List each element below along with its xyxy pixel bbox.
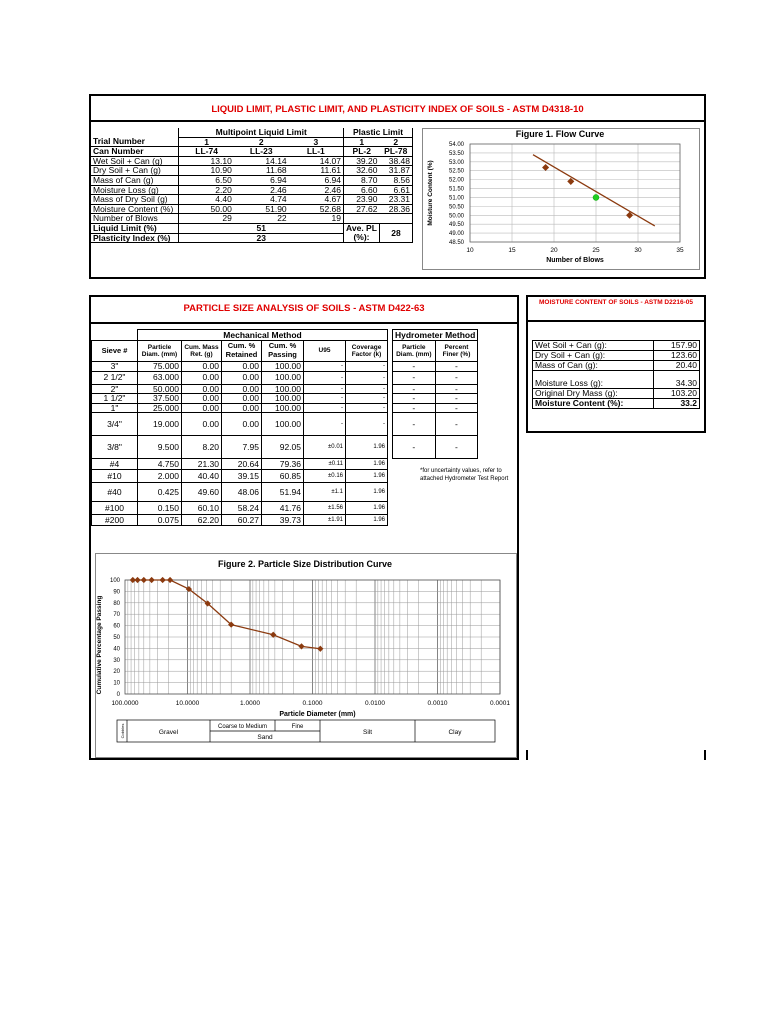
x-tick-label: 25 <box>592 247 600 254</box>
clay-label: Clay <box>448 729 462 736</box>
sieve-cell: 1.96 <box>346 459 388 470</box>
moisture-row <box>533 371 700 389</box>
row-value: 1 <box>344 137 380 147</box>
x-tick-label: 1.0000 <box>240 700 260 707</box>
sieve-cell: 2" <box>92 384 138 394</box>
sieve-cell: 100.00 <box>262 384 304 394</box>
sieve-cell: - <box>435 403 478 413</box>
row-value: 6.50 <box>179 175 234 185</box>
moisture-value: 34.30 <box>654 371 700 389</box>
row-value: 8.56 <box>379 175 412 185</box>
row-value <box>344 214 380 224</box>
sieve-cell: 63.000 <box>138 371 182 384</box>
sieve-cell: 79.36 <box>262 459 304 470</box>
sieve-cell: 0.075 <box>138 515 182 526</box>
sieve-cell: ±1.56 <box>304 502 346 515</box>
y-tick-label: 100 <box>109 578 120 584</box>
liquid-limit-label: Liquid Limit (%) <box>91 223 179 233</box>
row-value: 51.90 <box>234 204 289 214</box>
flow-curve-title: Figure 1. Flow Curve <box>515 129 605 139</box>
row-value: 11.61 <box>289 166 344 176</box>
data-point <box>134 577 140 583</box>
ave-pl-unit: (%): <box>344 233 380 243</box>
section2-title-divider <box>91 322 517 324</box>
sieve-cell: 0.00 <box>182 362 222 372</box>
sieve-cell: 20.64 <box>222 459 262 470</box>
sieve-cell: #40 <box>92 483 138 502</box>
column-header: Particle Diam. (mm) <box>393 341 436 362</box>
y-tick-label: 52.50 <box>448 168 464 175</box>
row-value: LL-1 <box>289 147 344 157</box>
sieve-cell: 1.96 <box>346 502 388 515</box>
row-value: 2 <box>379 137 412 147</box>
sieve-row <box>92 515 478 526</box>
sieve-cell: 0.00 <box>182 413 222 436</box>
sieve-cell: 1.96 <box>346 470 388 483</box>
sieve-cell: - <box>346 384 388 394</box>
sieve-cell: #200 <box>92 515 138 526</box>
row-value: 29 <box>179 214 234 224</box>
row-value: 19 <box>289 214 344 224</box>
y-tick-label: 52.00 <box>448 177 464 184</box>
x-tick-label: 0.0100 <box>365 700 385 707</box>
sieve-cell: - <box>304 371 346 384</box>
sieve-cell: 2.000 <box>138 470 182 483</box>
sieve-cell: 8.20 <box>182 436 222 459</box>
sieve-cell: 3/4" <box>92 413 138 436</box>
row-label: Moisture Loss (g) <box>91 185 179 195</box>
sieve-cell: - <box>346 403 388 413</box>
column-header: U95 <box>304 341 346 362</box>
row-label: Can Number <box>91 147 179 157</box>
sieve-cell: 1.96 <box>346 515 388 526</box>
sieve-cell: - <box>435 436 478 459</box>
x-tick-label: 35 <box>676 247 684 254</box>
row-value: 11.68 <box>234 166 289 176</box>
x-tick-label: 10.0000 <box>175 700 200 707</box>
row-value: PL-2 <box>344 147 380 157</box>
row-value: PL-78 <box>379 147 412 157</box>
sieve-cell: 50.000 <box>138 384 182 394</box>
moisture-row <box>533 361 700 371</box>
sieve-cell: - <box>304 384 346 394</box>
sieve-cell <box>393 483 436 502</box>
ave-pl-label: Ave. PL <box>344 223 380 233</box>
sieve-cell: 0.150 <box>138 502 182 515</box>
section1-title-divider <box>91 120 704 122</box>
x-tick-label: 0.1000 <box>302 700 323 707</box>
sieve-cell: 41.76 <box>262 502 304 515</box>
y-tick-label: 30 <box>113 657 120 664</box>
coarse-medium-label: Coarse to Medium <box>217 724 268 730</box>
x-tick-label: 15 <box>508 247 516 254</box>
sieve-cell: #10 <box>92 470 138 483</box>
sieve-cell <box>393 502 436 515</box>
moisture-value: 157.90 <box>654 341 700 351</box>
plasticity-index-value: 23 <box>179 233 344 243</box>
moisture-value: 103.20 <box>654 389 700 399</box>
sieve-cell: 0.00 <box>222 394 262 404</box>
cobbles-label: Cobbles <box>120 723 125 739</box>
row-value: 52.68 <box>289 204 344 214</box>
x-axis-label: Number of Blows <box>546 257 604 264</box>
sieve-cell: 60.27 <box>222 515 262 526</box>
y-tick-label: 70 <box>113 612 120 619</box>
x-tick-label: 20 <box>550 247 558 254</box>
row-label: Dry Soil + Can (g) <box>91 166 179 176</box>
y-tick-label: 0 <box>116 692 120 698</box>
moisture-value: 33.2 <box>654 399 700 409</box>
y-tick-label: 80 <box>113 600 120 607</box>
sieve-cell: 2 1/2" <box>92 371 138 384</box>
sieve-cell: 37.500 <box>138 394 182 404</box>
row-value: 38.48 <box>379 156 412 166</box>
plastic-limit-header: Plastic Limit <box>344 128 413 137</box>
section2-title: PARTICLE SIZE ANALYSIS OF SOILS - ASTM D422-63 <box>183 303 425 314</box>
sand-label: Sand <box>257 734 273 741</box>
atterberg-row <box>91 185 413 195</box>
y-tick-label: 53.50 <box>448 150 464 157</box>
y-tick-label: 40 <box>113 646 120 653</box>
moisture-value: 20.40 <box>654 361 700 371</box>
atterberg-row <box>91 195 413 205</box>
moisture-label: Moisture Loss (g): <box>533 371 654 389</box>
sieve-cell: 0.00 <box>182 403 222 413</box>
atterberg-row <box>91 147 413 157</box>
row-value: 4.74 <box>234 195 289 205</box>
row-value: 50.00 <box>179 204 234 214</box>
sieve-cell: - <box>435 384 478 394</box>
atterberg-row <box>91 156 413 166</box>
moisture-label: Original Dry Mass (g): <box>533 389 654 399</box>
sieve-cell: #100 <box>92 502 138 515</box>
x-tick-label: 10 <box>466 247 474 254</box>
mechanical-method-header: Mechanical Method <box>138 330 388 341</box>
sieve-cell: 60.85 <box>262 470 304 483</box>
moisture-label: Dry Soil + Can (g): <box>533 351 654 361</box>
sieve-cell: - <box>304 362 346 372</box>
sieve-row <box>92 371 478 384</box>
sieve-cell <box>393 515 436 526</box>
row-label: Wet Soil + Can (g) <box>91 156 179 166</box>
sieve-cell: - <box>346 394 388 404</box>
sieve-cell: - <box>393 362 436 372</box>
row-value: LL-74 <box>179 147 234 157</box>
sieve-cell: 0.00 <box>222 371 262 384</box>
sieve-cell: - <box>393 413 436 436</box>
column-header: Sieve # <box>92 341 138 362</box>
column-header: Coverage Factor (k) <box>346 341 388 362</box>
section1-title: LIQUID LIMIT, PLASTIC LIMIT, AND PLASTICITY INDEX OF SOILS - ASTM D4318-10 <box>211 104 584 115</box>
y-tick-label: 10 <box>113 680 120 687</box>
y-tick-label: 53.00 <box>448 159 464 166</box>
liquid-limit-value: 51 <box>179 223 344 233</box>
sieve-cell: ±0.16 <box>304 470 346 483</box>
sieve-cell: - <box>304 413 346 436</box>
row-value: 31.87 <box>379 166 412 176</box>
sieve-cell: 1.96 <box>346 483 388 502</box>
sieve-cell: 58.24 <box>222 502 262 515</box>
x-axis-label: Particle Diameter (mm) <box>279 711 356 718</box>
sieve-cell: 0.00 <box>222 403 262 413</box>
silt-label: Silt <box>362 729 373 736</box>
row-value <box>379 214 412 224</box>
sieve-cell: - <box>435 413 478 436</box>
sieve-cell: 100.00 <box>262 371 304 384</box>
row-value: 4.67 <box>289 195 344 205</box>
panel-edge-mark-right <box>704 750 706 760</box>
data-point <box>149 577 155 583</box>
row-value: 1 <box>179 137 234 147</box>
sieve-cell: 60.10 <box>182 502 222 515</box>
sieve-cell: 100.00 <box>262 403 304 413</box>
sieve-row <box>92 403 478 413</box>
sieve-cell: 0.00 <box>222 384 262 394</box>
row-value: 6.94 <box>234 175 289 185</box>
y-tick-label: 51.00 <box>448 195 464 202</box>
moisture-row <box>533 389 700 399</box>
sieve-cell: 39.15 <box>222 470 262 483</box>
y-axis-label: Cumulative Percentage Passing <box>96 595 103 695</box>
sieve-cell: 0.00 <box>182 394 222 404</box>
row-value: LL-23 <box>234 147 289 157</box>
row-value: 27.62 <box>344 204 380 214</box>
y-tick-label: 50.00 <box>448 213 464 220</box>
multipoint-header: Multipoint Liquid Limit <box>179 128 344 137</box>
row-value: 4.40 <box>179 195 234 205</box>
uncertainty-note: *for uncertainty values, refer to attached Hydrometer Test Report <box>420 468 509 482</box>
column-header: Cum. % Passing <box>262 341 304 362</box>
sieve-cell: - <box>304 403 346 413</box>
sieve-cell: 75.000 <box>138 362 182 372</box>
ave-pl-value: 28 <box>379 223 412 242</box>
column-header: Percent Finer (%) <box>435 341 478 362</box>
y-tick-label: 54.00 <box>448 142 464 148</box>
sieve-cell: 4.750 <box>138 459 182 470</box>
x-tick-label: 0.0010 <box>427 700 448 707</box>
sieve-cell: 0.00 <box>222 413 262 436</box>
row-value: 6.61 <box>379 185 412 195</box>
moisture-table <box>532 340 700 409</box>
sieve-cell: 1 1/2" <box>92 394 138 404</box>
sieve-cell: - <box>304 394 346 404</box>
atterberg-row <box>91 137 413 147</box>
sieve-cell: 49.60 <box>182 483 222 502</box>
y-tick-label: 50.50 <box>448 204 464 211</box>
column-header: Cum. Mass Ret. (g) <box>182 341 222 362</box>
sieve-cell: 48.06 <box>222 483 262 502</box>
sieve-cell: 51.94 <box>262 483 304 502</box>
sieve-cell: 3" <box>92 362 138 372</box>
y-tick-label: 49.50 <box>448 222 464 229</box>
sieve-row <box>92 483 478 502</box>
fine-label: Fine <box>291 724 304 730</box>
column-header: Cum. % Retained <box>222 341 262 362</box>
sieve-cell: - <box>346 371 388 384</box>
x-tick-label: 100.0000 <box>111 700 139 707</box>
sieve-cell: 9.500 <box>138 436 182 459</box>
section3-title: MOISTURE CONTENT OF SOILS - ASTM D2216-05 <box>539 299 693 306</box>
sieve-cell: 92.05 <box>262 436 304 459</box>
sieve-cell: - <box>346 413 388 436</box>
sieve-cell <box>435 502 478 515</box>
sieve-cell: - <box>393 403 436 413</box>
row-label: Moisture Content (%) <box>91 204 179 214</box>
row-label: Trial Number <box>91 137 179 147</box>
sieve-cell: 0.00 <box>182 371 222 384</box>
sieve-cell: 3/8" <box>92 436 138 459</box>
panel-edge-mark-left <box>526 750 528 760</box>
sieve-cell: - <box>435 362 478 372</box>
flow-curve-chart <box>422 138 698 268</box>
sieve-row <box>92 502 478 515</box>
sieve-cell: - <box>393 436 436 459</box>
sieve-cell: ±0.01 <box>304 436 346 459</box>
sieve-cell: 100.00 <box>262 413 304 436</box>
plot-area <box>470 144 680 242</box>
row-value: 23.31 <box>379 195 412 205</box>
sieve-cell: ±1.91 <box>304 515 346 526</box>
moisture-value: 123.60 <box>654 351 700 361</box>
atterberg-row <box>91 204 413 214</box>
data-point <box>160 577 166 583</box>
sieve-cell: - <box>435 394 478 404</box>
moisture-label: Moisture Content (%): <box>533 399 654 409</box>
row-value: 2 <box>234 137 289 147</box>
row-value: 22 <box>234 214 289 224</box>
sieve-cell: 7.95 <box>222 436 262 459</box>
column-header: Particle Diam. (mm) <box>138 341 182 362</box>
sieve-cell: 0.00 <box>222 362 262 372</box>
gravel-label: Gravel <box>158 729 179 736</box>
plasticity-index-label: Plasticity Index (%) <box>91 233 179 243</box>
row-value: 14.07 <box>289 156 344 166</box>
sieve-cell: 0.00 <box>182 384 222 394</box>
y-tick-label: 90 <box>113 589 120 596</box>
sieve-cell: - <box>435 371 478 384</box>
sieve-cell: 21.30 <box>182 459 222 470</box>
row-label: Number of Blows <box>91 214 179 224</box>
y-tick-label: 48.50 <box>448 240 464 246</box>
sieve-cell: - <box>393 384 436 394</box>
y-tick-label: 51.50 <box>448 186 464 193</box>
moisture-row <box>533 399 700 409</box>
sieve-cell: 100.00 <box>262 394 304 404</box>
sieve-row <box>92 436 478 459</box>
atterberg-table <box>91 128 413 243</box>
x-tick-label: 30 <box>634 247 642 254</box>
row-value: 2.46 <box>289 185 344 195</box>
row-value: 3 <box>289 137 344 147</box>
y-tick-label: 20 <box>113 669 120 676</box>
sieve-cell: 1.96 <box>346 436 388 459</box>
data-point <box>141 577 147 583</box>
atterberg-row <box>91 175 413 185</box>
psd-chart-title: Figure 2. Particle Size Distribution Curve <box>217 559 393 569</box>
moisture-row <box>533 341 700 351</box>
row-value: 6.94 <box>289 175 344 185</box>
row-value: 10.90 <box>179 166 234 176</box>
moisture-row <box>533 351 700 361</box>
atterberg-row <box>91 214 413 224</box>
row-value: 2.20 <box>179 185 234 195</box>
sieve-cell: ±0.11 <box>304 459 346 470</box>
hydrometer-method-header: Hydrometer Method <box>393 330 478 341</box>
moisture-label: Wet Soil + Can (g): <box>533 341 654 351</box>
row-value: 2.46 <box>234 185 289 195</box>
sieve-row <box>92 362 478 372</box>
sieve-cell: 100.00 <box>262 362 304 372</box>
sieve-cell: ±1.1 <box>304 483 346 502</box>
data-point <box>167 577 173 583</box>
moisture-label: Mass of Can (g): <box>533 361 654 371</box>
sieve-cell: 1" <box>92 403 138 413</box>
row-value: 13.10 <box>179 156 234 166</box>
atterberg-row <box>91 166 413 176</box>
x-tick-label: 0.0001 <box>490 700 510 707</box>
data-point <box>542 164 549 171</box>
sieve-cell: 19.000 <box>138 413 182 436</box>
sieve-row <box>92 394 478 404</box>
sieve-cell: - <box>393 394 436 404</box>
row-value: 32.60 <box>344 166 380 176</box>
y-axis-label: Moisture Content (%) <box>427 160 434 226</box>
psd-chart <box>95 570 515 756</box>
row-value: 8.70 <box>344 175 380 185</box>
sieve-cell: 0.425 <box>138 483 182 502</box>
row-value: 14.14 <box>234 156 289 166</box>
sieve-cell: - <box>346 362 388 372</box>
sieve-cell: 39.73 <box>262 515 304 526</box>
section3-title-divider <box>528 320 704 322</box>
particle-size-table <box>91 329 478 526</box>
sieve-cell: 62.20 <box>182 515 222 526</box>
sieve-row <box>92 413 478 436</box>
sieve-cell: - <box>393 371 436 384</box>
row-value: 23.90 <box>344 195 380 205</box>
liquid-limit-marker <box>593 194 599 200</box>
sieve-cell: 25.000 <box>138 403 182 413</box>
y-tick-label: 49.00 <box>448 231 464 238</box>
row-value: 28.36 <box>379 204 412 214</box>
sieve-cell: #4 <box>92 459 138 470</box>
sieve-cell <box>435 515 478 526</box>
sieve-cell: 40.40 <box>182 470 222 483</box>
row-value: 6.60 <box>344 185 380 195</box>
data-point <box>317 646 323 652</box>
y-tick-label: 60 <box>113 623 120 630</box>
sieve-cell <box>435 483 478 502</box>
y-tick-label: 50 <box>113 635 120 641</box>
row-value: 39.20 <box>344 156 380 166</box>
row-label: Mass of Dry Soil (g) <box>91 195 179 205</box>
row-label: Mass of Can (g) <box>91 175 179 185</box>
